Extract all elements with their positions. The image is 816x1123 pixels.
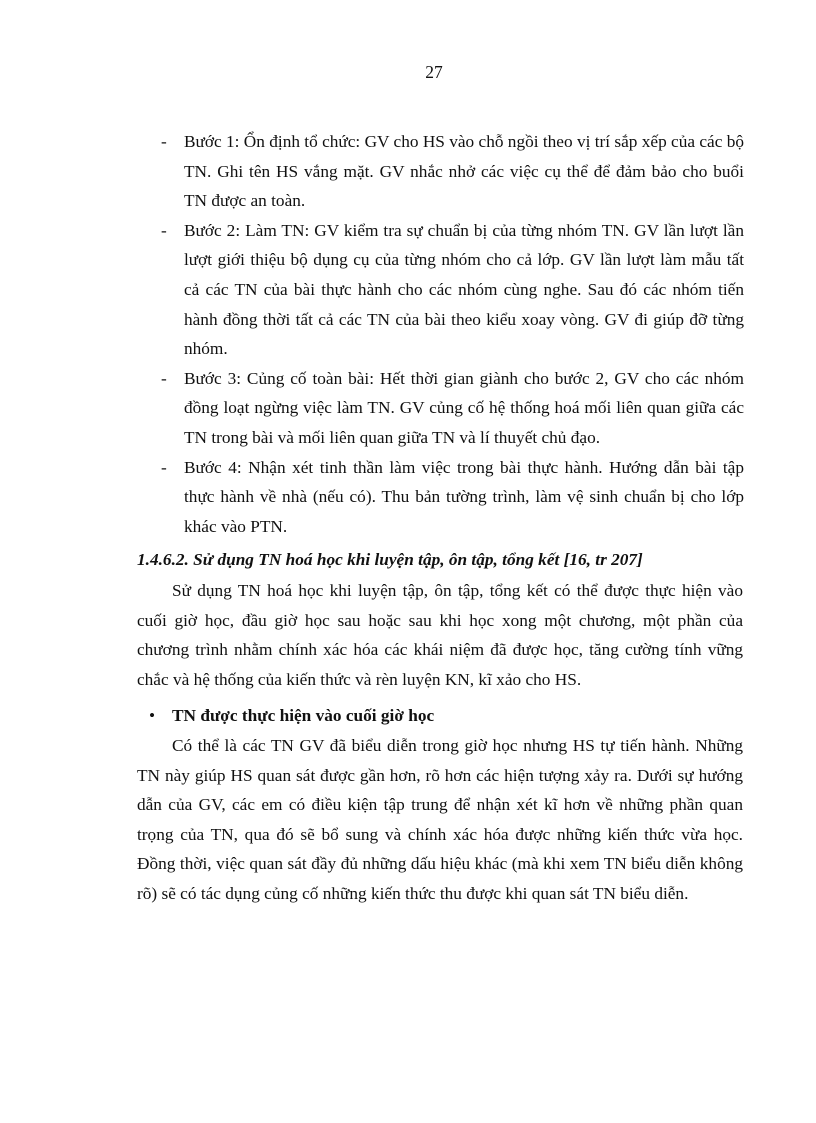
body-paragraph-1: Sử dụng TN hoá học khi luyện tập, ôn tập, tổng kết có thể được thực hiện vào cuối giờ học, đầu giờ học sau hoặc sau khi học xong một chương, một phần của chương trình nhằm chính xác hóa các khái niệm đã được học, tăng cường tính vững chắc và hệ thống của kiến thức và rèn luyện KN, kĩ xảo cho HS. xyxy=(137,581,743,689)
dash-bullet: - xyxy=(161,220,167,240)
bullet-heading: TN được thực hiện vào cuối giờ học xyxy=(172,706,435,725)
step-item-2 xyxy=(0,216,744,364)
step-text: Bước 3: Củng cố toàn bài: Hết thời gian giành cho bước 2, GV cho các nhóm đồng loạt ngừng việc làm TN. GV củng cố hệ thống hoá mối liên quan giữa các TN trong bài và mối liên quan giữa TN và lí thuyết chủ đạo. xyxy=(184,368,744,447)
dash-bullet: - xyxy=(161,368,167,388)
page-number: 27 xyxy=(425,62,443,82)
body-paragraph-2: Có thể là các TN GV đã biểu diễn trong giờ học nhưng HS tự tiến hành. Những TN này giúp HS quan sát được gần hơn, rõ hơn các hiện tượng xảy ra. Dưới sự hướng dẫn của GV, các em có điều kiện tập trung để nhận xét kĩ hơn về những phần quan trọng của TN, qua đó sẽ bổ sung và chính xác hóa được những kiến thức vừa học. Đồng thời, việc quan sát đầy đủ những dấu hiệu khác (mà khi xem TN biểu diễn không rõ) sẽ có tác dụng củng cố những kiến thức thu được khi quan sát TN biểu diễn. xyxy=(137,736,743,903)
step-item-3 xyxy=(0,364,744,453)
step-text: Bước 2: Làm TN: GV kiểm tra sự chuẩn bị của từng nhóm TN. GV lần lượt lần lượt giới thiệu bộ dụng cụ của từng nhóm cho cả lớp. GV lần lượt làm mẫu tất cả các TN của bài thực hành cho các nhóm cùng nghe. Sau đó các nhóm tiến hành đồng thời tất cả các TN của bài theo kiểu xoay vòng. GV đi giúp đỡ từng nhóm. xyxy=(184,220,744,359)
step-text: Bước 4: Nhận xét tinh thần làm việc trong bài thực hành. Hướng dẫn bài tập thực hành về nhà (nếu có). Thu bản tường trình, làm vệ sinh chuẩn bị cho lớp khác vào PTN. xyxy=(184,457,744,536)
bullet-dot-icon: • xyxy=(149,706,156,725)
step-list xyxy=(0,127,816,541)
step-text: Bước 1: Ổn định tổ chức: GV cho HS vào chỗ ngồi theo vị trí sắp xếp của các bộ TN. Ghi tên HS vắng mặt. GV nhắc nhở các việc cụ thể để đảm bảo cho buổi TN được an toàn. xyxy=(184,132,744,211)
dash-bullet: - xyxy=(161,457,167,477)
dash-bullet: - xyxy=(161,132,167,151)
step-item-4 xyxy=(0,453,744,542)
section-heading: 1.4.6.2. Sử dụng TN hoá học khi luyện tập, ôn tập, tổng kết [16, tr 207] xyxy=(137,550,643,569)
step-item-1 xyxy=(0,127,744,216)
